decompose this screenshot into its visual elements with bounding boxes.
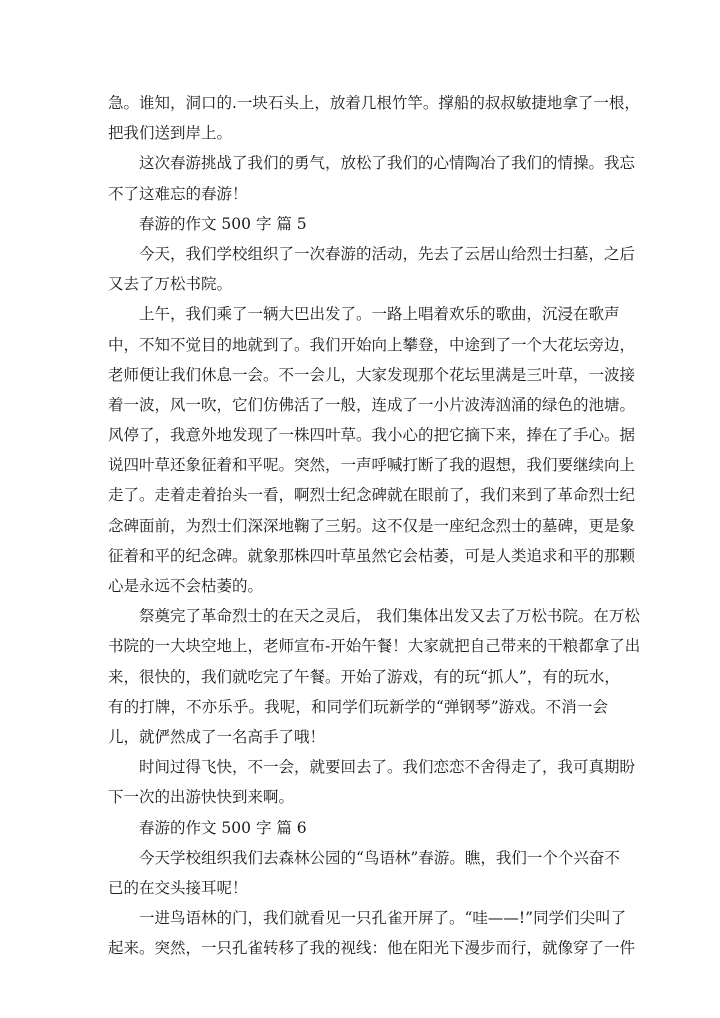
text-line: 把我们送到岸上。 xyxy=(108,124,233,143)
text-line: 念碑面前，为烈士们深深地鞠了三躬。这不仅是一座纪念烈士的墓碑，更是象 xyxy=(108,516,636,535)
text-line: 中，不知不觉目的地就到了。我们开始向上攀登，中途到了一个大花坛旁边， xyxy=(108,335,636,354)
section-heading: 春游的作文 500 字 篇 5 xyxy=(139,214,307,233)
paragraph-first-line: 今天，我们学校组织了一次春游的活动，先去了云居山给烈士扫墓，之后 xyxy=(139,244,636,263)
paragraph-first-line: 祭奠完了革命烈士的在天之灵后， 我们集体出发又去了万松书院。在万松 xyxy=(139,607,640,626)
paragraph-first-line: 一进鸟语林的门，我们就看见一只孔雀开屏了。“哇——!”同学们尖叫了 xyxy=(139,909,627,928)
paragraph-first-line: 上午，我们乘了一辆大巴出发了。一路上唱着欢乐的歌曲，沉浸在歌声 xyxy=(139,305,620,324)
text-line: 走了。走着走着抬头一看，啊烈士纪念碑就在眼前了，我们来到了革命烈士纪 xyxy=(108,486,636,505)
text-line: 着一波，风一吹，它们仿佛活了一般，连成了一小片波涛汹涌的绿色的池塘。 xyxy=(108,395,636,414)
text-line: 说四叶草还象征着和平呢。突然，一声呼喊打断了我的遐想，我们要继续向上 xyxy=(108,456,636,475)
text-line: 心是永远不会枯萎的。 xyxy=(108,577,264,595)
text-line: 已的在交头接耳呢！ xyxy=(108,878,248,897)
text-line: 有的打牌，不亦乐乎。我呢，和同学们玩新学的“弹钢琴”游戏。不消一会 xyxy=(108,697,608,716)
paragraph-first-line: 这次春游挑战了我们的勇气，放松了我们的心情陶冶了我们的情操。我忘 xyxy=(139,154,636,173)
text-line: 老师便让我们休息一会。不一会儿，大家发现那个花坛里满是三叶草，一波接 xyxy=(108,365,636,384)
text-line: 起来。突然，一只孔雀转移了我的视线：他在阳光下漫步而行，就像穿了一件 xyxy=(108,939,636,958)
text-line: 儿，就俨然成了一名高手了哦！ xyxy=(108,727,326,746)
text-line: 又去了万松书院。 xyxy=(108,275,233,294)
text-line: 征着和平的纪念碑。就象那株四叶草虽然它会枯萎，可是人类追求和平的那颗 xyxy=(108,546,636,565)
text-line: 急。谁知，洞口的.一块石头上，放着几根竹竿。撑船的叔叔敏捷地拿了一根， xyxy=(108,94,640,112)
document-body xyxy=(108,88,641,963)
text-line: 来，很快的，我们就吃完了午餐。开始了游戏，有的玩“抓人”，有的玩水， xyxy=(108,667,620,686)
section-heading: 春游的作文 500 字 篇 6 xyxy=(139,818,307,837)
text-line: 不了这难忘的春游！ xyxy=(108,184,248,203)
paragraph-first-line: 时间过得飞快，不一会，就要回去了。我们恋恋不舍得走了，我可真期盼 xyxy=(139,758,636,777)
text-line: 书院的一大块空地上，老师宣布-开始午餐！大家就把自己带来的干粮都拿了出 xyxy=(108,637,641,656)
text-line: 下一次的出游快快到来啊。 xyxy=(108,788,295,807)
paragraph-first-line: 今天学校组织我们去森林公园的“鸟语林”春游。瞧，我们一个个兴奋不 xyxy=(139,848,620,867)
text-line: 风停了，我意外地发现了一株四叶草。我小心的把它摘下来，捧在了手心。据 xyxy=(108,426,636,445)
